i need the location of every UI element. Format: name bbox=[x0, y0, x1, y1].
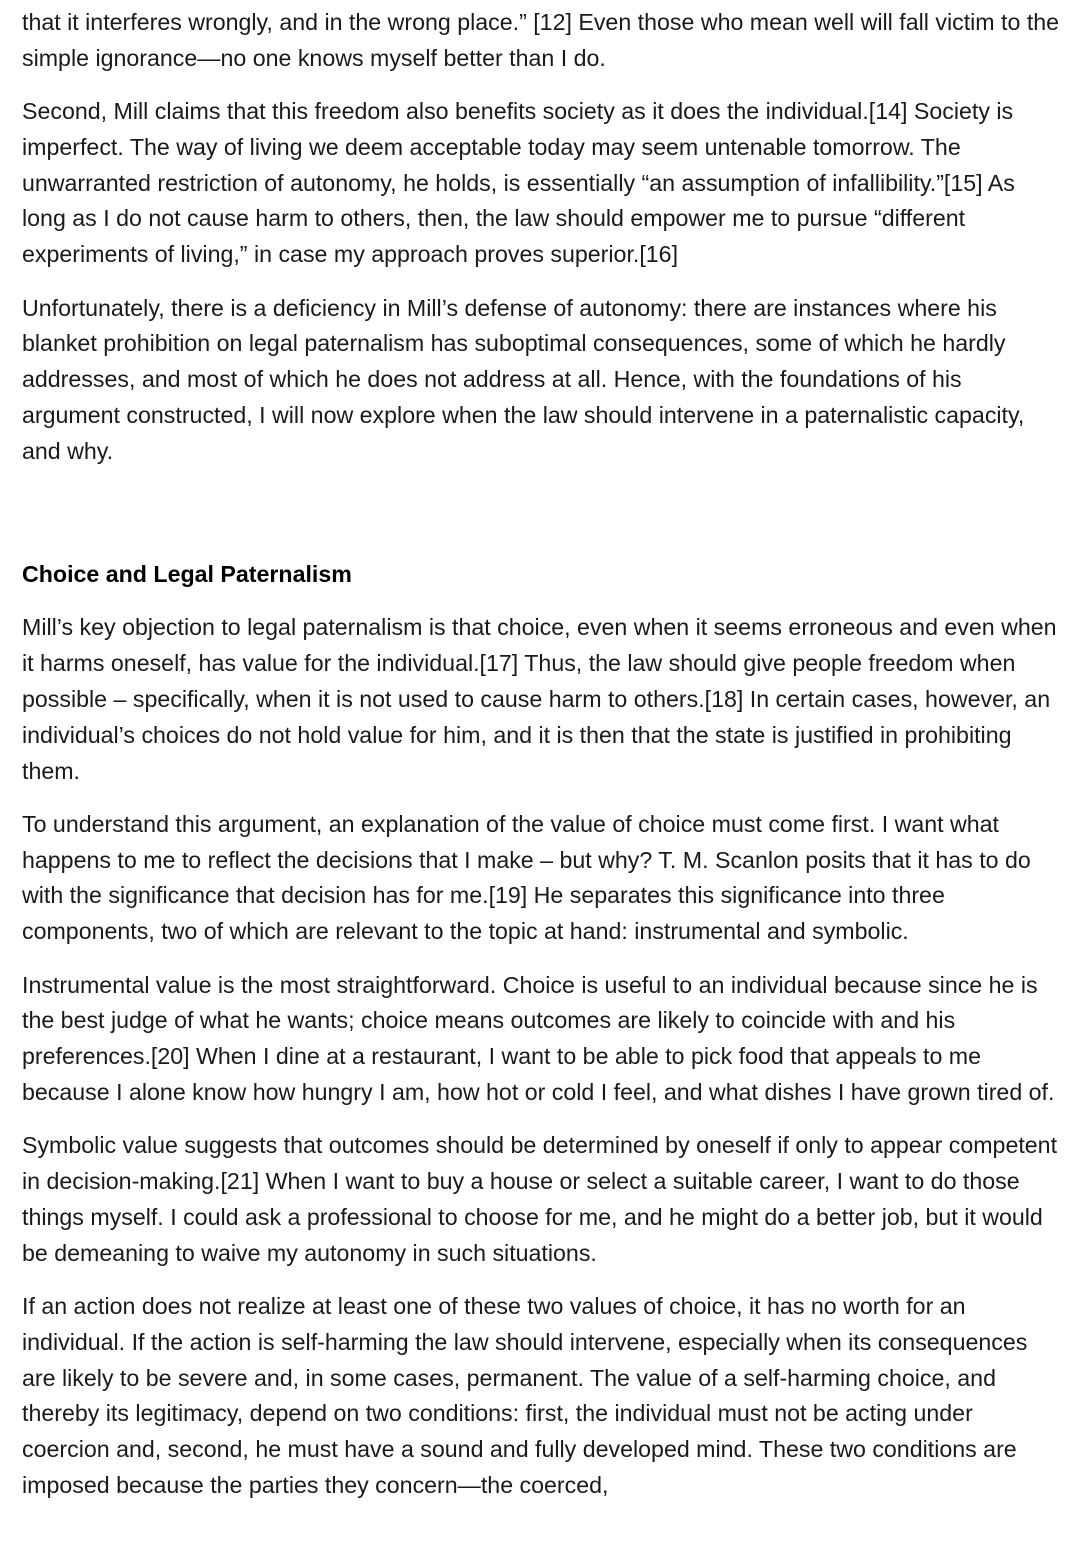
paragraph-symbolic-value: Symbolic value suggests that outcomes should be determined by oneself if only to appear competent in decision-making.[21] When I want to buy a house or select a suitable career, I want to do those things myself. I could ask a professional to choose for me, and he might do a better job, but it would be demeaning to waive my autonomy in such situations. bbox=[22, 1132, 1058, 1266]
paragraph-deficiency: Unfortunately, there is a deficiency in Mill’s defense of autonomy: there are instances where his blanket prohibition on legal paternalism has suboptimal consequences, some of which he hardly addresses, and most of which he does not address at all. Hence, with the foundations of his argument constructed, I will now explore when the law should intervene in a paternalistic capacity, and why. bbox=[22, 294, 1025, 464]
paragraph-value-of-choice: To understand this argument, an explanation of the value of choice must come first. I want what happens to me to reflect the decisions that I make – but why? T. M. Scanlon posits that it has to do with the significance that decision has for me.[19] He separates this significance into three components, two of which are relevant to the topic at hand: instrumental and symbolic. bbox=[22, 810, 1031, 945]
paragraph-conditions: If an action does not realize at least one of these two values of choice, it has no worth for an individual. If the action is self-harming the law should intervene, especially when its consequences are likely to be severe and, in some cases, permanent. The value of a self-harming choice, and thereby its legitimacy, depend on two conditions: first, the individual must not be acting under coercion and, second, he must have a sound and fully developed mind. These two conditions are imposed because the parties they concern—the coerced, bbox=[22, 1292, 1028, 1498]
paragraph-key-objection: Mill’s key objection to legal paternalism is that choice, even when it seems erroneous and even when it harms oneself, has value for the individual.[17] Thus, the law should give people freedom when possible – specifically, when it is not used to cause harm to others.[18] In certain cases, however, an individual’s choices do not hold value for him, and it is then that the state is justified in prohibiting them. bbox=[22, 614, 1057, 784]
document-body bbox=[22, 5, 1062, 1521]
paragraph-ignorance: that it interferes wrongly, and in the wrong place.” [12] Even those who mean well will fall victim to the simple ignorance—no one knows myself better than I do. bbox=[22, 9, 1060, 71]
paragraph-society-benefit: Second, Mill claims that this freedom also benefits society as it does the individual.[14] Society is imperfect. The way of living we deem acceptable today may seem untenable tomorrow. The unwarranted restriction of autonomy, he holds, is essentially “an assumption of infallibility.”[15] As long as I do not cause harm to others, then, the law should empower me to pursue “different experiments of living,” in case my approach proves superior.[16] bbox=[22, 98, 1015, 268]
paragraph-instrumental-value: Instrumental value is the most straightforward. Choice is useful to an individual because since he is the best judge of what he wants; choice means outcomes are likely to coincide with and his preferences.[20] When I dine at a restaurant, I want to be able to pick food that appeals to me because I alone know how hungry I am, how hot or cold I feel, and what dishes I have grown tired of. bbox=[22, 971, 1055, 1105]
section-heading: Choice and Legal Paternalism bbox=[22, 561, 352, 588]
section-spacer bbox=[22, 487, 1062, 557]
